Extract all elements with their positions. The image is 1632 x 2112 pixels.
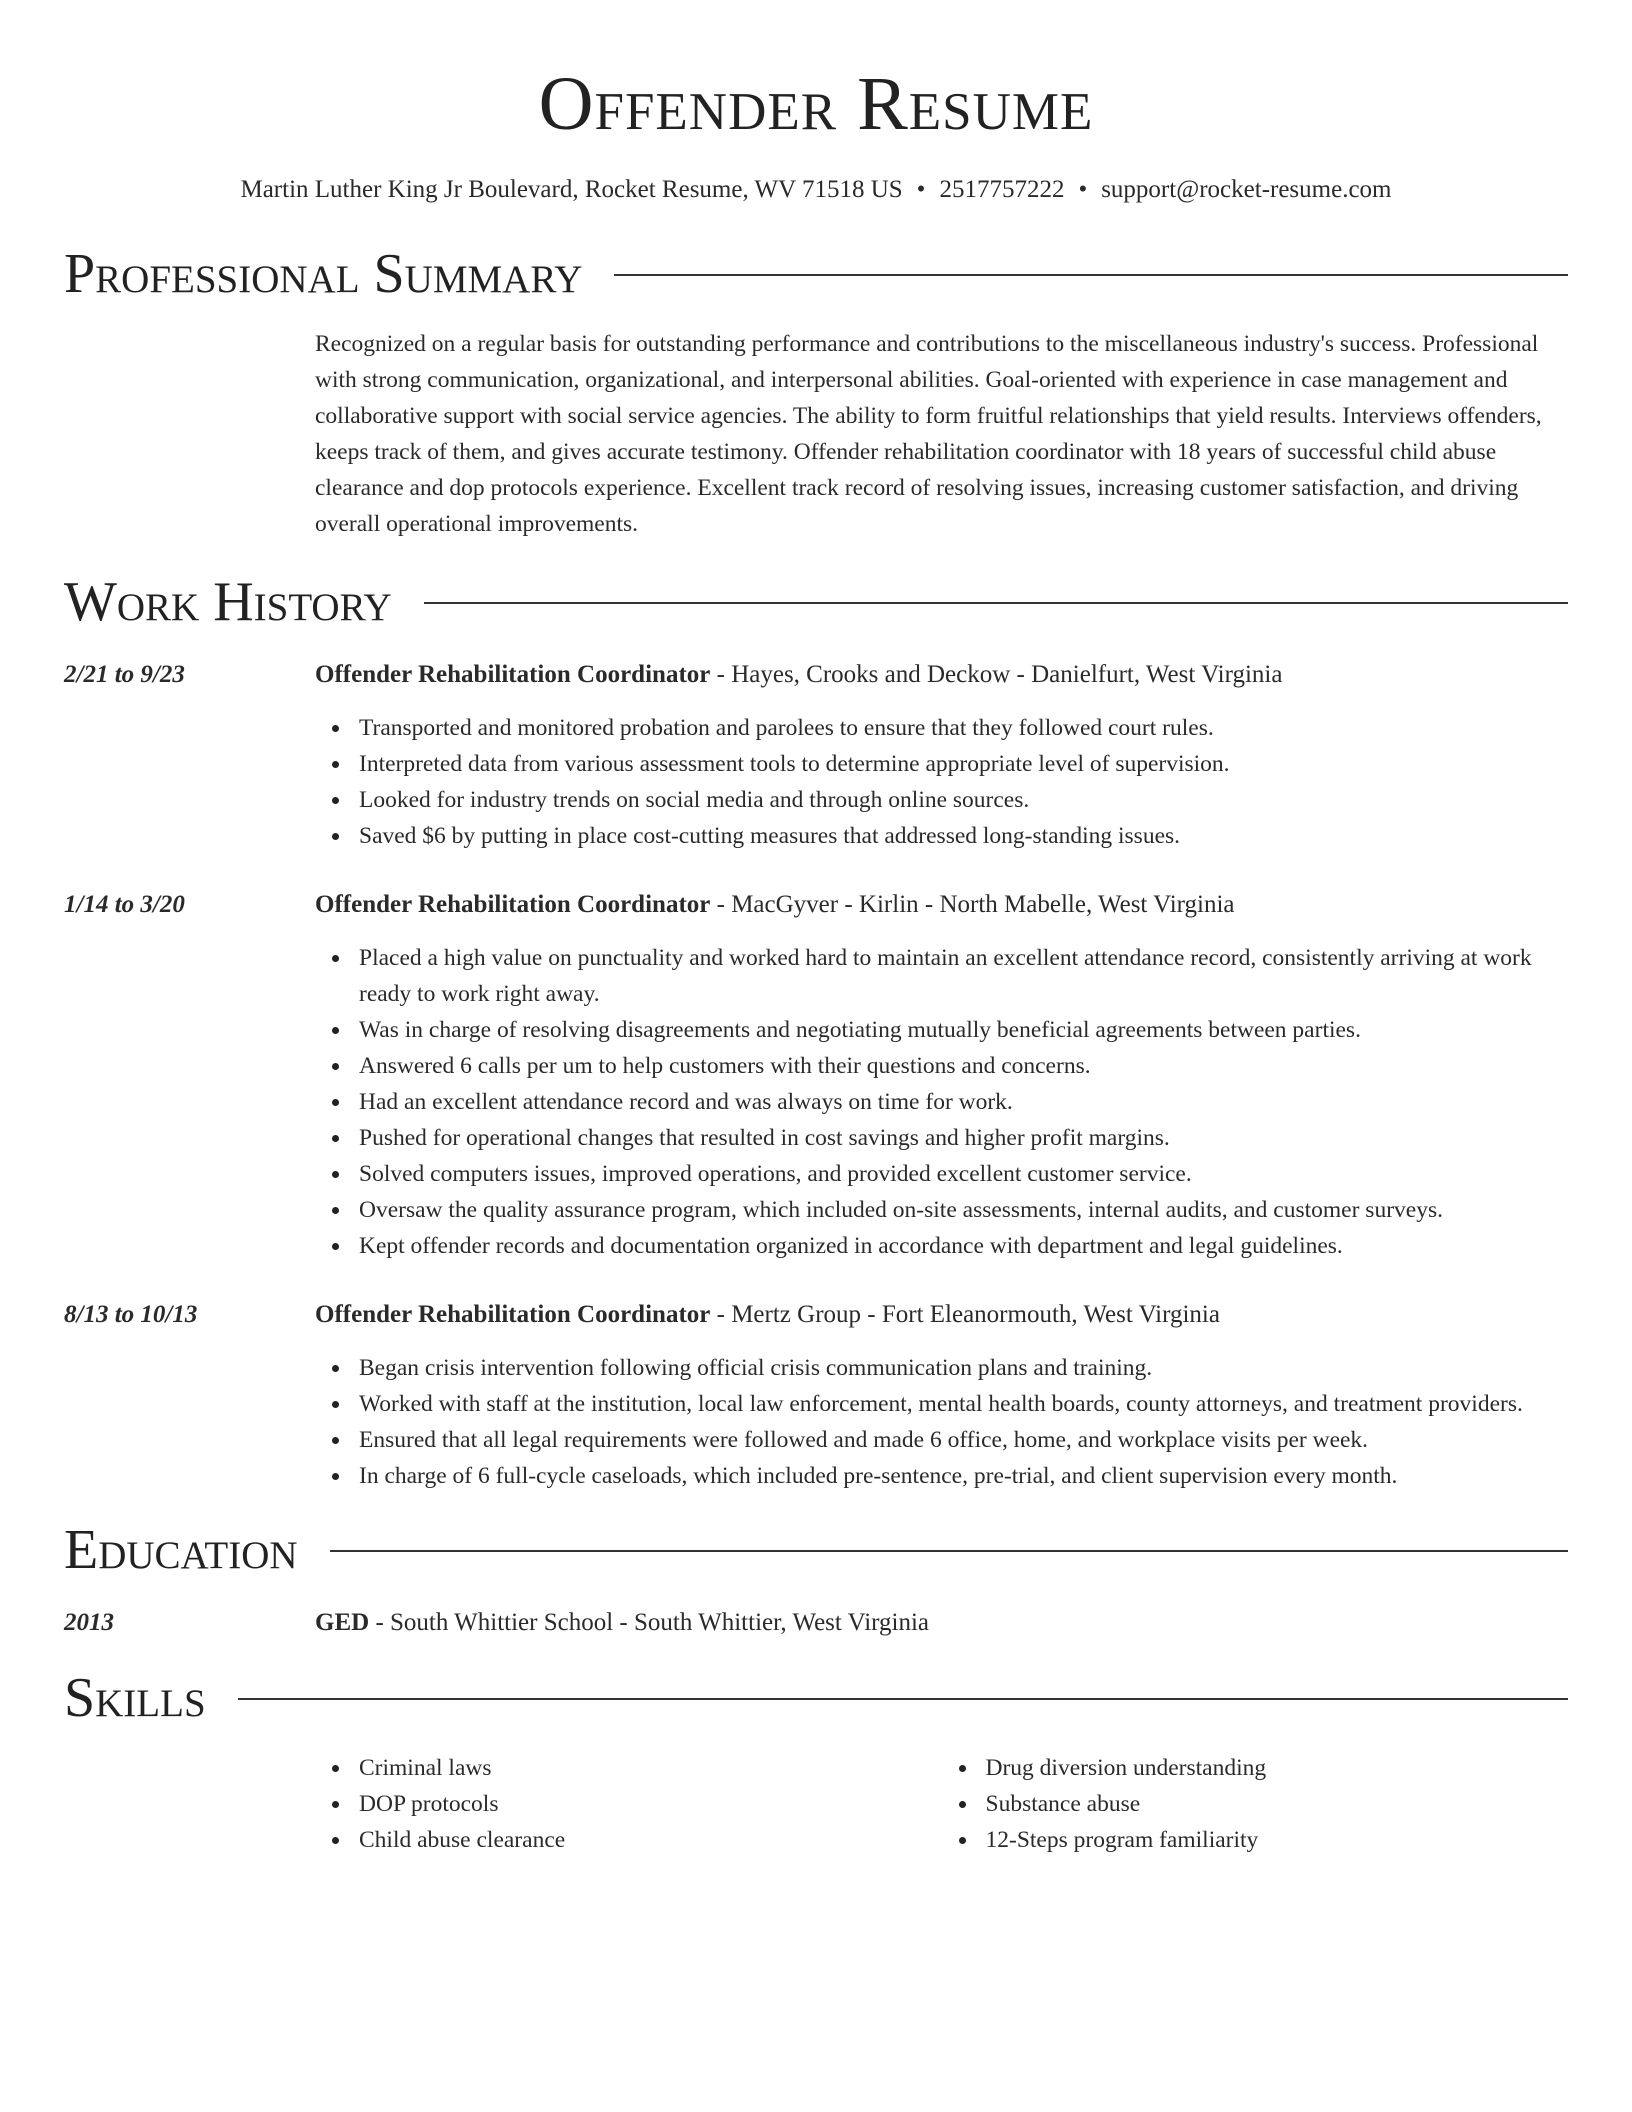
contact-separator: •: [916, 176, 926, 203]
contact-address: Martin Luther King Jr Boulevard, Rocket Resume, WV 71518 US: [240, 176, 903, 203]
list-item: Kept offender records and documentation organized in accordance with department and legal guidelines.: [359, 1228, 1568, 1264]
education-details: - South Whittier School - South Whittier, West Virginia: [369, 1609, 930, 1636]
section-header-work-history: [64, 570, 1568, 634]
job-dates: 1/14 to 3/20: [64, 891, 185, 918]
list-item: Ensured that all legal requirements were followed and made 6 office, home, and workplace visits per week.: [359, 1422, 1568, 1458]
summary-paragraph: Recognized on a regular basis for outstanding performance and contributions to the miscellaneous industry's success. Professional with strong communication, organizational, and interpersonal abilities. Goal-oriented with experience in case management and collaborative support with social service agencies. The ability to form fruitful relationships that yield results. Interviews offenders, keeps track of them, and gives accurate testimony. Offender rehabilitation coordinator with 18 years of successful child abuse clearance and dop protocols experience. Excellent track record of resolving issues, increasing customer satisfaction, and driving overall operational improvements.: [315, 331, 1542, 537]
job-heading: [315, 658, 1568, 692]
list-item: Placed a high value on punctuality and worked hard to maintain an excellent attendance record, consistently arriving at work ready to work right away.: [359, 940, 1568, 1012]
education-heading: [315, 1606, 1568, 1640]
job-bullets: [315, 710, 1568, 854]
skills-column-left: [315, 1750, 942, 1858]
list-item: Answered 6 calls per um to help customers with their questions and concerns.: [359, 1048, 1568, 1084]
list-item: Interpreted data from various assessment tools to determine appropriate level of supervision.: [359, 746, 1568, 782]
section-divider: [238, 1698, 1568, 1700]
job-content: [315, 1298, 1568, 1494]
skills-grid: [315, 1750, 1568, 1858]
job-entry: [64, 1298, 1568, 1494]
job-entry: [64, 658, 1568, 854]
job-role: Offender Rehabilitation Coordinator: [315, 661, 711, 688]
section-title: Professional Summary: [64, 243, 583, 305]
section-title: Skills: [64, 1667, 206, 1729]
section-divider: [330, 1550, 1568, 1552]
job-content: [315, 658, 1568, 854]
contact-separator: •: [1078, 176, 1088, 203]
education-degree: GED: [315, 1609, 370, 1636]
section-header-summary: [64, 242, 1568, 306]
list-item: Worked with staff at the institution, local law enforcement, mental health boards, county attorneys, and treatment providers.: [359, 1386, 1568, 1422]
skills-column-right: [942, 1750, 1569, 1858]
list-item: Child abuse clearance: [359, 1822, 942, 1858]
resume-title: Offender Resume: [538, 62, 1094, 146]
section-title: Work History: [64, 571, 392, 633]
job-details: - MacGyver - Kirlin - North Mabelle, West Virginia: [710, 891, 1235, 918]
contact-line: [64, 174, 1568, 206]
list-item: Substance abuse: [986, 1786, 1569, 1822]
job-details: - Hayes, Crooks and Deckow - Danielfurt, West Virginia: [710, 661, 1283, 688]
job-dates: 8/13 to 10/13: [64, 1301, 198, 1328]
list-item: Was in charge of resolving disagreements and negotiating mutually beneficial agreements between parties.: [359, 1012, 1568, 1048]
list-item: 12-Steps program familiarity: [986, 1822, 1569, 1858]
list-item: Drug diversion understanding: [986, 1750, 1569, 1786]
job-entry: [64, 888, 1568, 1264]
section-header-education: [64, 1518, 1568, 1582]
resume-page: [64, 0, 1568, 1858]
job-role: Offender Rehabilitation Coordinator: [315, 891, 711, 918]
job-details: - Mertz Group - Fort Eleanormouth, West Virginia: [710, 1301, 1220, 1328]
list-item: Criminal laws: [359, 1750, 942, 1786]
job-heading: [315, 888, 1568, 922]
job-role: Offender Rehabilitation Coordinator: [315, 1301, 711, 1328]
section-title: Education: [64, 1519, 298, 1581]
section-header-skills: [64, 1666, 1568, 1730]
list-item: Transported and monitored probation and parolees to ensure that they followed court rules.: [359, 710, 1568, 746]
list-item: Looked for industry trends on social media and through online sources.: [359, 782, 1568, 818]
list-item: Pushed for operational changes that resulted in cost savings and higher profit margins.: [359, 1120, 1568, 1156]
list-item: DOP protocols: [359, 1786, 942, 1822]
list-item: Solved computers issues, improved operations, and provided excellent customer service.: [359, 1156, 1568, 1192]
contact-email: support@rocket-resume.com: [1101, 176, 1392, 203]
list-item: Began crisis intervention following official crisis communication plans and training.: [359, 1350, 1568, 1386]
contact-phone: 2517757222: [939, 176, 1065, 203]
job-bullets: [315, 940, 1568, 1264]
list-item: Saved $6 by putting in place cost-cutting measures that addressed long-standing issues.: [359, 818, 1568, 854]
job-dates: 2/21 to 9/23: [64, 661, 185, 688]
education-entry: [64, 1606, 1568, 1640]
list-item: Oversaw the quality assurance program, which included on-site assessments, internal audits, and customer surveys.: [359, 1192, 1568, 1228]
job-bullets: [315, 1350, 1568, 1494]
job-heading: [315, 1298, 1568, 1332]
list-item: In charge of 6 full-cycle caseloads, which included pre-sentence, pre-trial, and client supervision every month.: [359, 1458, 1568, 1494]
section-divider: [424, 602, 1568, 604]
education-year: 2013: [64, 1609, 114, 1636]
job-content: [315, 888, 1568, 1264]
list-item: Had an excellent attendance record and was always on time for work.: [359, 1084, 1568, 1120]
section-divider: [614, 274, 1568, 276]
